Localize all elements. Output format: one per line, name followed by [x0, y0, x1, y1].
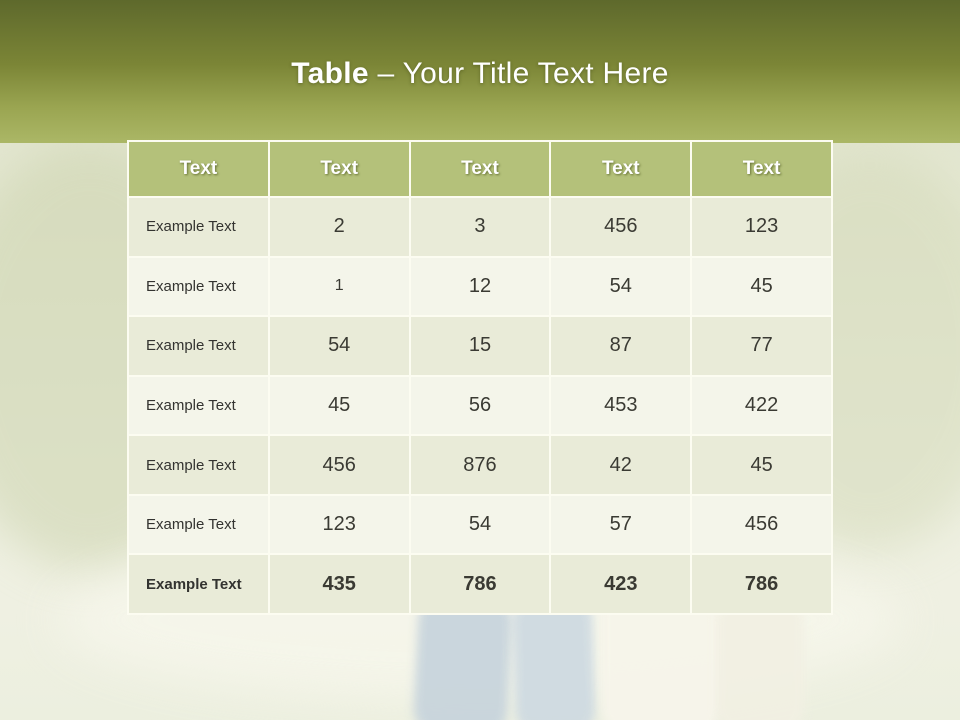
table-cell: 87 [550, 316, 691, 376]
table-row [128, 316, 832, 376]
table-cell: 2 [269, 197, 410, 257]
table-cell: 54 [269, 316, 410, 376]
table-cell: 45 [269, 376, 410, 436]
table-cell: 45 [691, 435, 832, 495]
table-cell: 45 [691, 257, 832, 317]
table-cell: 453 [550, 376, 691, 436]
table-cell: 3 [410, 197, 551, 257]
table-cell: 123 [691, 197, 832, 257]
table-row [128, 257, 832, 317]
table-cell: 12 [410, 257, 551, 317]
table-row [128, 495, 832, 555]
table-row [128, 435, 832, 495]
table-cell: 422 [691, 376, 832, 436]
table-header-row [128, 141, 832, 197]
table-cell: 15 [410, 316, 551, 376]
table-total-row [128, 554, 832, 614]
column-header: Text [550, 141, 691, 197]
row-label: Example Text [128, 376, 269, 436]
table-cell: 456 [269, 435, 410, 495]
table-row [128, 197, 832, 257]
row-label: Example Text [128, 435, 269, 495]
column-header: Text [691, 141, 832, 197]
table-cell: 123 [269, 495, 410, 555]
table-cell: 435 [269, 554, 410, 614]
row-label: Example Text [128, 495, 269, 555]
table-cell: 876 [410, 435, 551, 495]
table-cell: 42 [550, 435, 691, 495]
page-title-subtitle: – Your Title Text Here [377, 57, 669, 90]
page-title [0, 56, 960, 92]
column-header: Text [410, 141, 551, 197]
row-label: Example Text [128, 257, 269, 317]
column-header: Text [128, 141, 269, 197]
row-label: Example Text [128, 316, 269, 376]
table-cell: 786 [410, 554, 551, 614]
data-table [127, 140, 833, 615]
table-body [128, 197, 832, 614]
table-cell: 77 [691, 316, 832, 376]
table-cell: 456 [691, 495, 832, 555]
row-label: Example Text [128, 197, 269, 257]
table-cell: 423 [550, 554, 691, 614]
table-cell: 1 [269, 257, 410, 317]
table-row [128, 376, 832, 436]
page-title-keyword: Table [291, 57, 369, 90]
row-label: Example Text [128, 554, 269, 614]
table-cell: 54 [410, 495, 551, 555]
table-cell: 54 [550, 257, 691, 317]
table-header [128, 141, 832, 197]
table-cell: 56 [410, 376, 551, 436]
table-cell: 456 [550, 197, 691, 257]
table-cell: 786 [691, 554, 832, 614]
table-cell: 57 [550, 495, 691, 555]
column-header: Text [269, 141, 410, 197]
